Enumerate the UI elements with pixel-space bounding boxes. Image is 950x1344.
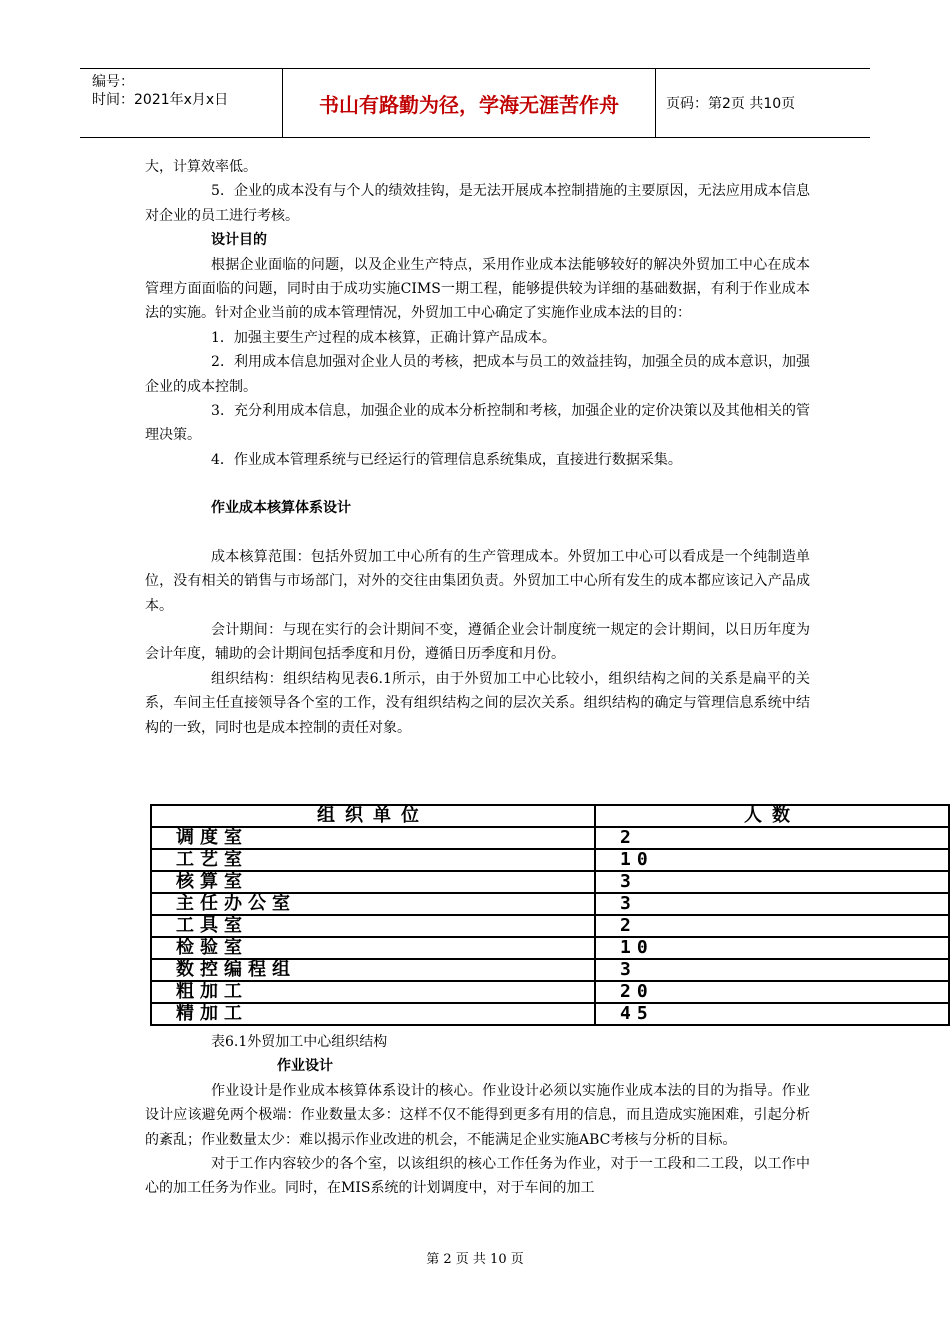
document-body <box>145 155 810 740</box>
table-cell: 3 <box>595 893 949 915</box>
header-meta <box>80 69 283 137</box>
section-heading: 作业设计 <box>277 1058 333 1075</box>
column-header: 组织单位 <box>151 805 595 827</box>
paragraph: 作业设计是作业成本核算体系设计的核心。作业设计必须以实施作业成本法的目的为指导。作业设计应该避免两个极端：作业数量太多：这样不仅不能得到更多有用的信息，而且造成实施困难，引起分析的紊乱；作业数量太少：难以揭示作业改进的机会，不能满足企业实施ABC考核与分析的目标。 <box>145 1082 810 1148</box>
table-row <box>151 937 949 959</box>
section-heading: 设计目的 <box>211 232 267 249</box>
page-footer: 第 2 页 共 10 页 <box>426 1252 524 1267</box>
header-motto: 书山有路勤为径，学海无涯苦作舟 <box>283 69 656 137</box>
table-cell: 3 <box>595 871 949 893</box>
organization-table <box>150 804 950 1024</box>
table-cell: 粗加工 <box>151 981 595 1003</box>
table-cell: 数控编程组 <box>151 959 595 981</box>
table-row <box>151 981 949 1003</box>
paragraph: 对于工作内容较少的各个室，以该组织的核心工作任务为作业，对于一工段和二工段，以工作中心的加工任务为作业。同时，在MIS系统的计划调度中，对于车间的加工 <box>145 1156 810 1197</box>
paragraph: 5．企业的成本没有与个人的绩效挂钩，是无法开展成本控制措施的主要原因，无法应用成本信息对企业的员工进行考核。 <box>145 183 810 224</box>
table-row <box>151 827 949 849</box>
table-cell: 工具室 <box>151 915 595 937</box>
table-cell: 主任办公室 <box>151 893 595 915</box>
table-row <box>151 915 949 937</box>
table-row <box>151 959 949 981</box>
table-cell: 2 <box>595 915 949 937</box>
header-page-info: 页码：第2页 共10页 <box>666 96 796 112</box>
paragraph: 会计期间：与现在实行的会计期间不变，遵循企业会计制度统一规定的会计期间，以日历年度为会计年度，辅助的会计期间包括季度和月份，遵循日历季度和月份。 <box>145 621 810 663</box>
list-item: 2．利用成本信息加强对企业人员的考核，把成本与员工的效益挂钩，加强全员的成本意识，加强企业的成本控制。 <box>145 354 810 395</box>
paragraph: 组织结构：组织结构见表6.1所示，由于外贸加工中心比较小，组织结构之间的关系是扁平的关系，车间主任直接领导各个室的工作，没有组织结构之间的层次关系。组织结构的确定与管理信息系统中结构的一致，同时也是成本控制的责任对象。 <box>145 670 810 736</box>
list-item: 3．充分利用成本信息，加强企业的成本分析控制和考核，加强企业的定价决策以及其他相关的管理决策。 <box>145 403 810 444</box>
column-header: 人数 <box>595 805 949 827</box>
table-cell: 检验室 <box>151 937 595 959</box>
table-cell: 精加工 <box>151 1003 595 1025</box>
table-row <box>151 893 949 915</box>
list-item: 4．作业成本管理系统与已经运行的管理信息系统集成，直接进行数据采集。 <box>211 451 682 468</box>
paragraph: 根据企业面临的问题，以及企业生产特点，采用作业成本法能够较好的解决外贸加工中心在成本管理方面面临的问题，同时由于成功实施CIMS一期工程，能够提供较为详细的基础数据，有利于作业成本法的实施。针对企业当前的成本管理情况，外贸加工中心确定了实施作业成本法的目的： <box>145 256 810 322</box>
section-heading: 作业成本核算体系设计 <box>211 500 351 517</box>
paragraph: 大，计算效率低。 <box>145 159 257 175</box>
table-cell: 10 <box>595 937 949 959</box>
list-item: 1．加强主要生产过程的成本核算，正确计算产品成本。 <box>211 329 556 346</box>
paragraph: 成本核算范围：包括外贸加工中心所有的生产管理成本。外贸加工中心可以看成是一个纯制造单位，没有相关的销售与市场部门，对外的交往由集团负责。外贸加工中心所有发生的成本都应该记入产品成本。 <box>145 548 810 614</box>
table-cell: 调度室 <box>151 827 595 849</box>
table-cell: 45 <box>595 1003 949 1025</box>
document-time-label: 时间：2021年x月x日 <box>92 92 229 108</box>
table-cell: 工艺室 <box>151 849 595 871</box>
table-cell: 20 <box>595 981 949 1003</box>
document-number-label: 编号： <box>92 74 134 90</box>
table-row <box>151 1003 949 1025</box>
document-body-continued <box>145 1030 810 1201</box>
table-caption: 表6.1外贸加工中心组织结构 <box>211 1034 388 1050</box>
page-header <box>80 68 870 138</box>
table-cell: 10 <box>595 849 949 871</box>
table-row <box>151 871 949 893</box>
table-cell: 2 <box>595 827 949 849</box>
table-row <box>151 849 949 871</box>
table-cell: 核算室 <box>151 871 595 893</box>
table-header-row <box>151 805 949 827</box>
table-cell: 3 <box>595 959 949 981</box>
